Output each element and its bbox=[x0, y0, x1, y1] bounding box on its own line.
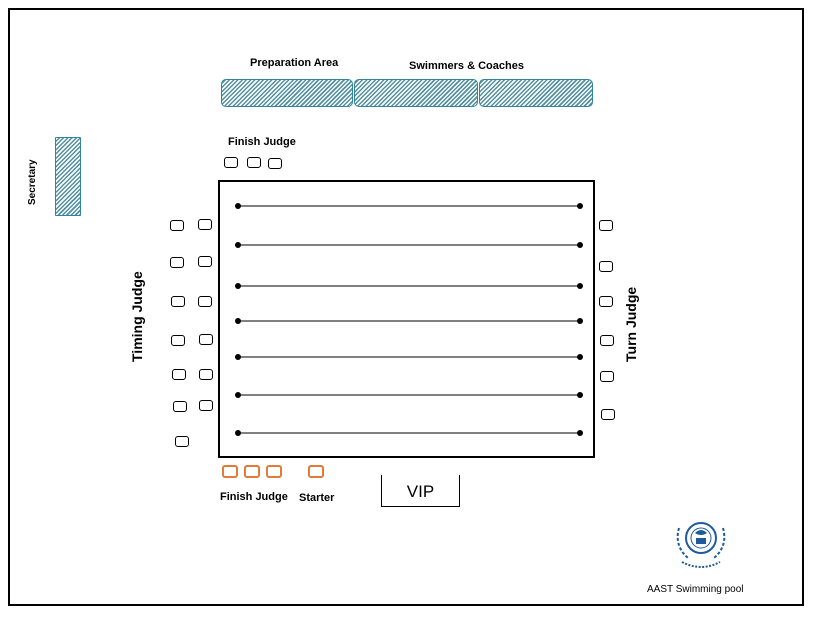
timing-judge-seat bbox=[198, 219, 212, 230]
pool-lanes bbox=[218, 180, 595, 458]
finish-judge-seat bbox=[247, 157, 261, 168]
finish-judge-bottom-seat bbox=[222, 465, 238, 478]
finish-judge-seat bbox=[224, 157, 238, 168]
lane-anchor bbox=[577, 430, 583, 436]
timing-judge-seat bbox=[198, 296, 212, 307]
lane-anchor bbox=[577, 318, 583, 324]
vip-box: VIP bbox=[381, 475, 460, 507]
lane-anchor bbox=[235, 318, 241, 324]
secretary-label: Secretary bbox=[27, 159, 38, 205]
lane-anchor bbox=[235, 354, 241, 360]
timing-judge-seat bbox=[171, 335, 185, 346]
lane-anchor bbox=[235, 242, 241, 248]
caption: AAST Swimming pool bbox=[647, 584, 744, 595]
timing-judge-seat bbox=[199, 400, 213, 411]
secretary-desk bbox=[55, 137, 81, 216]
turn-judge-seat bbox=[599, 296, 613, 307]
turn-judge-label: Turn Judge bbox=[623, 286, 639, 362]
turn-judge-seat bbox=[600, 371, 614, 382]
pool bbox=[218, 180, 595, 458]
timing-judge-seat bbox=[198, 256, 212, 267]
starter-seat bbox=[308, 465, 324, 478]
timing-judge-seat bbox=[170, 220, 184, 231]
timing-judge-seat bbox=[173, 401, 187, 412]
swimmers-area-2 bbox=[479, 79, 593, 107]
finish-judge-bottom-seat bbox=[266, 465, 282, 478]
timing-judge-seat bbox=[170, 257, 184, 268]
aast-logo-icon bbox=[666, 506, 736, 576]
swimmers-area-1 bbox=[354, 79, 478, 107]
preparation-area-label: Preparation Area bbox=[250, 57, 339, 69]
lane-anchor bbox=[235, 392, 241, 398]
finish-judge-top-label: Finish Judge bbox=[228, 136, 296, 148]
timing-judge-seat bbox=[171, 296, 185, 307]
finish-judge-bottom-seat bbox=[244, 465, 260, 478]
swimmers-coaches-label: Swimmers & Coaches bbox=[409, 60, 524, 72]
lane-anchor bbox=[235, 203, 241, 209]
turn-judge-seat bbox=[599, 261, 613, 272]
turn-judge-seat bbox=[601, 409, 615, 420]
starter-label: Starter bbox=[299, 492, 335, 504]
lane-anchor bbox=[235, 430, 241, 436]
preparation-area bbox=[221, 79, 353, 107]
lane-anchor bbox=[577, 242, 583, 248]
timing-judge-label: Timing Judge bbox=[129, 271, 145, 362]
turn-judge-seat bbox=[599, 220, 613, 231]
finish-judge-bottom-label: Finish Judge bbox=[220, 491, 288, 503]
lane-anchor bbox=[577, 392, 583, 398]
timing-judge-seat bbox=[199, 369, 213, 380]
timing-judge-seat bbox=[172, 369, 186, 380]
timing-judge-seat bbox=[175, 436, 189, 447]
lane-anchor bbox=[577, 203, 583, 209]
lane-anchor bbox=[577, 283, 583, 289]
timing-judge-seat bbox=[199, 334, 213, 345]
finish-judge-seat bbox=[268, 158, 282, 169]
lane-anchor bbox=[577, 354, 583, 360]
lane-anchor bbox=[235, 283, 241, 289]
turn-judge-seat bbox=[600, 335, 614, 346]
